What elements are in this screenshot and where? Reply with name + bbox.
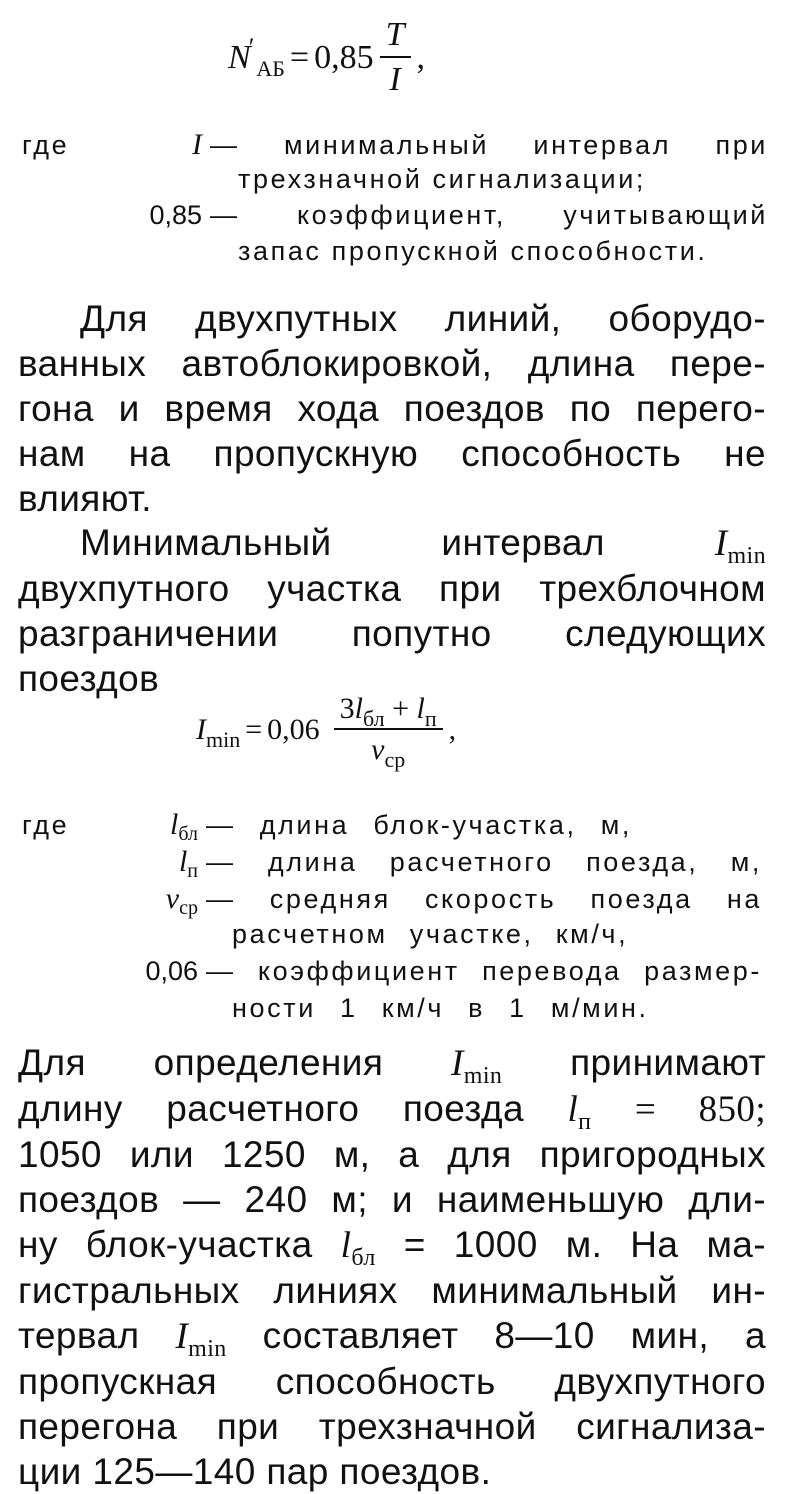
definitions-block-1 [22,128,768,272]
text-line: разграничении попутно следующих [18,613,766,654]
text-line: поездов [18,658,160,699]
definition-text: — длина расчетного поезда, м, [206,847,762,877]
fraction-numerator: $3l_{бл} + l_п$ [334,694,443,730]
formula-lhs: $I_{min}$ [196,712,241,752]
text-line: поездов — 240 м; и наименьшую дли- [18,1179,766,1220]
symbol-i-min: $I_{min}$ [714,523,766,569]
definition-text: — минимальный интервал при [210,130,768,160]
formula-trail: , [416,38,426,76]
definition-row [22,845,762,882]
formula-capacity [228,18,425,97]
definition-text: — коэффициент перевода размер- [206,956,762,986]
text-line: Минимальный интервал $I_{min}$ [80,522,766,569]
fraction-denominator: I [389,61,401,98]
definition-text: трехзначной сигнализации; [238,164,647,194]
definition-text: — длина блок-участка, м, [206,810,632,840]
definition-row-continued [22,236,768,272]
definition-row [22,128,768,164]
formula-fraction [380,18,411,97]
definition-row [22,808,762,845]
definitions-block-2 [22,808,762,1030]
paragraph-double-track [18,296,766,521]
definition-symbol: I [192,128,202,161]
text-line: нам на пропускную способность не [18,433,766,474]
text-line: Для двухпутных линий, оборудо- [80,298,766,339]
definition-row [22,200,768,236]
definition-row [22,882,762,919]
formula-min-interval [196,692,457,772]
fraction-numerator: T [380,18,411,58]
symbol-i-min: $I_{min}$ [451,1043,503,1089]
definition-row-continued [22,993,762,1030]
definition-text: расчетном участке, км/ч, [232,919,629,949]
definition-text: — коэффициент, учитывающий [210,200,768,230]
text-line: 1050 или 1250 м, а для пригородных [18,1134,766,1175]
definition-intro: где [22,810,70,840]
text-line: гистральных линиях минимальный ин- [18,1270,766,1311]
definition-text: ности 1 км/ч в 1 м/мин. [232,993,649,1023]
formula-trail: , [448,712,457,746]
equals-sign: = [289,38,310,76]
formula-coefficient: 0,85 [314,38,374,76]
equals-sign: = [245,712,263,746]
formula-lhs: $N'_{АБ}$ [228,32,285,81]
definition-symbol: 0,06 [145,956,198,986]
definition-row-continued [22,919,762,956]
text-line: перегона при трехзначной сигнализа- [18,1406,766,1447]
symbol-l-p: $l_п$ [567,1089,592,1135]
paragraph-min-interval [18,520,766,701]
fraction-denominator: $v_{ср}$ [371,733,406,772]
text-line: ванных автоблокировкой, длина пере- [18,343,766,384]
symbol-i-min: $I_{min}$ [175,1316,227,1362]
text-line: гона и время хода поездов по перего- [18,388,766,429]
text-line: влияют. [18,478,152,519]
symbol-l-bl: $l_{бл}$ [340,1225,376,1271]
definition-symbol: $v_{ср}$ [165,882,198,919]
text-line: ну блок-участка $l_{бл} = 1000$ м. На ма- [18,1224,766,1271]
text-line: Для определения $I_{min}$ принимают [18,1042,766,1089]
text-line: двухпутного участка при трехблочном [18,568,766,609]
definition-row [22,956,762,993]
definition-text: — средняя скорость поезда на [206,884,762,914]
text-line: тервал $I_{min}$ составляет 8—10 мин, а [18,1315,766,1362]
definition-text: запас пропускной способности. [238,236,708,266]
definition-symbol: 0,85 [149,200,202,230]
definition-symbol: $l_п$ [178,845,198,882]
definition-row-continued [22,164,768,200]
formula-fraction [334,692,443,772]
definition-symbol: $l_{бл}$ [169,808,198,845]
definition-intro: где [22,130,70,160]
paragraph-determination [18,1040,766,1494]
formula-coefficient: 0,06 [267,712,320,746]
text-line: ции 125—140 пар поездов. [18,1451,492,1492]
text-line: длину расчетного поезда $l_п = 850$; [18,1088,766,1135]
text-line: пропускная способность двухпутного [18,1361,766,1402]
